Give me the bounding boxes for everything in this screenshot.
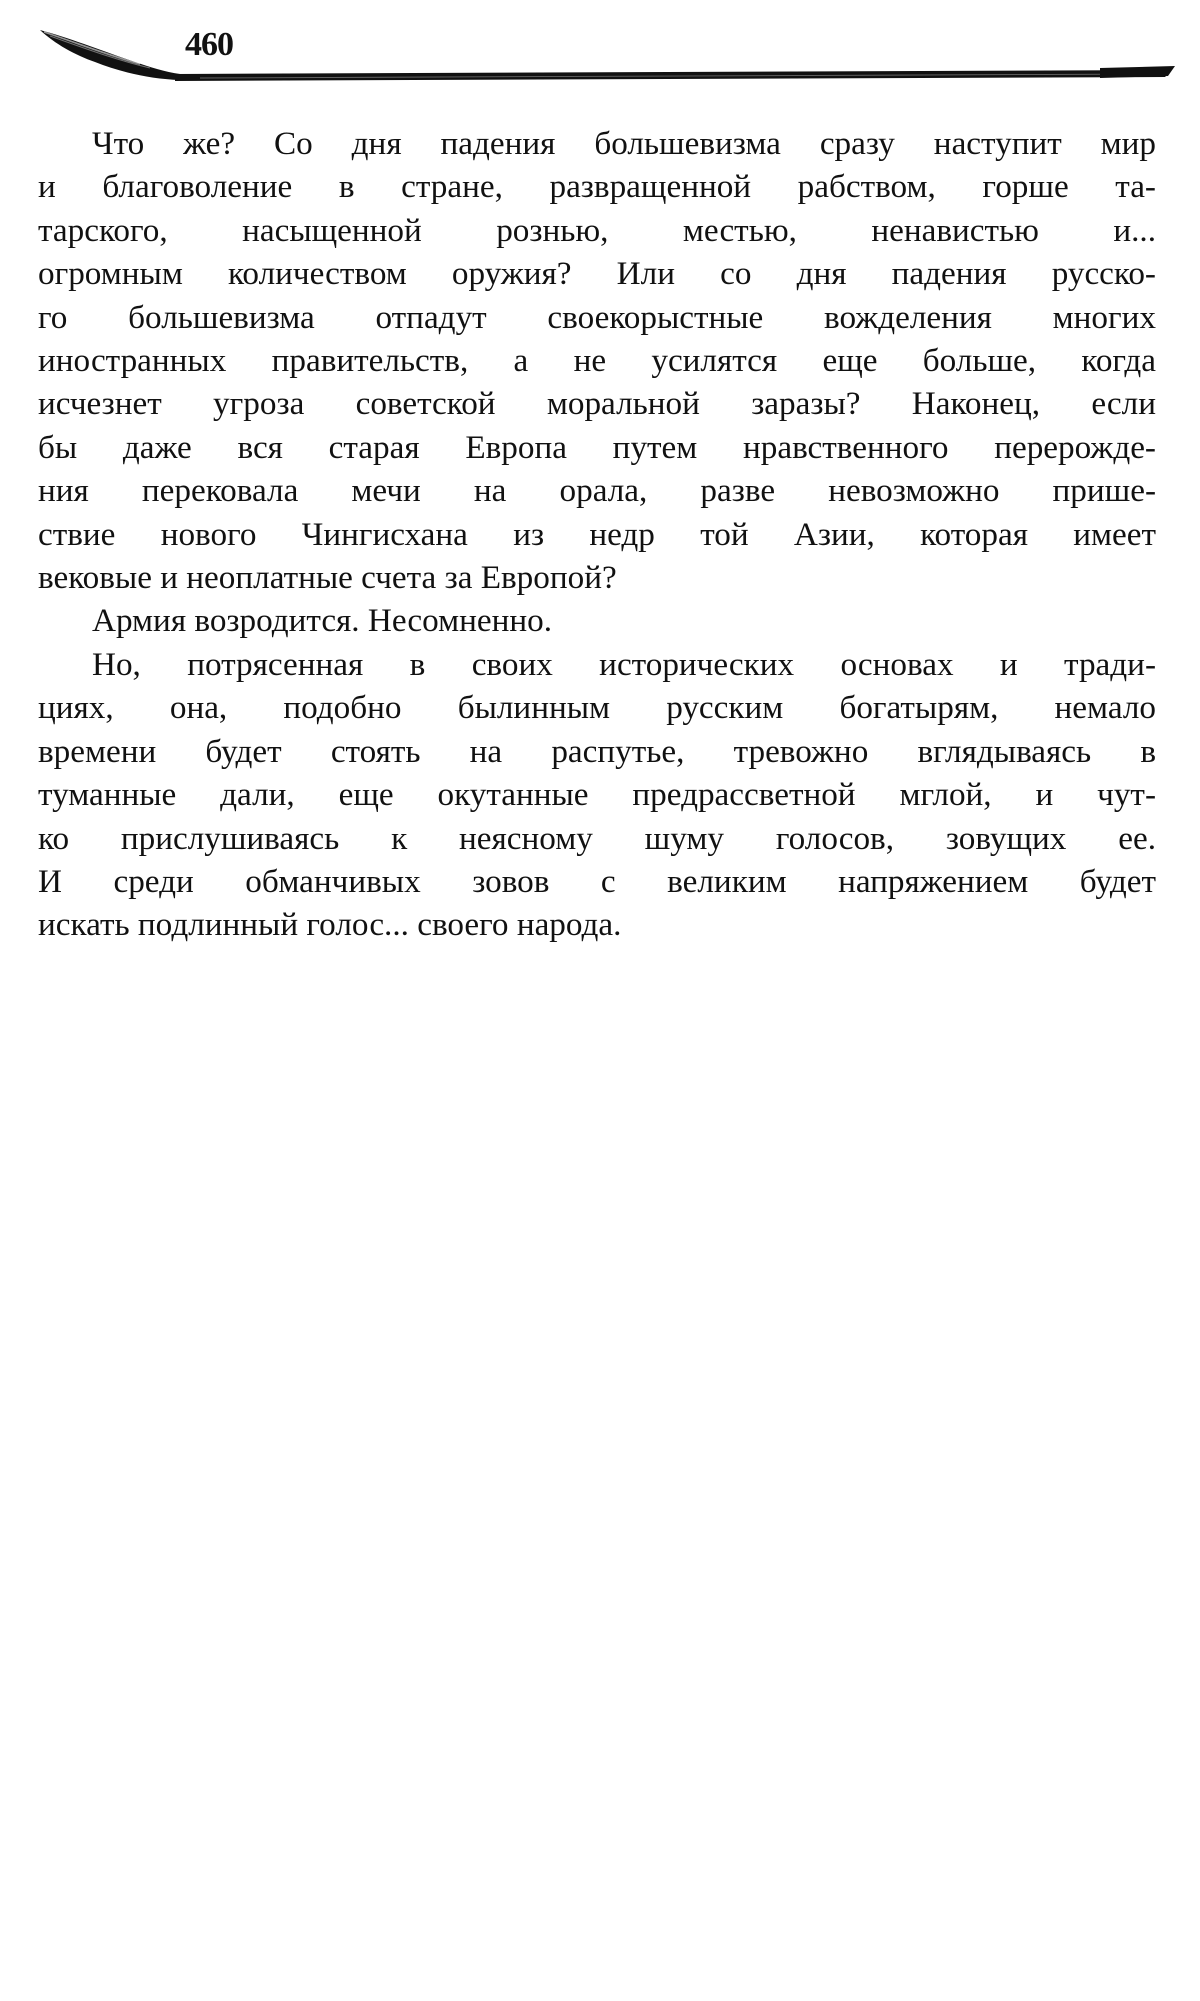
text-line: ствие нового Чингисхана из недр той Азии, которая имеет — [38, 515, 1156, 553]
page-number: 460 — [185, 26, 233, 63]
text-line: ко прислушиваясь к неясному шуму голосов, зовущих ее. — [38, 819, 1156, 857]
text-line: иностранных правительств, а не усилятся еще больше, когда — [38, 342, 1156, 380]
text-line: огромным количеством оружия? Или со дня падения русско- — [38, 255, 1156, 293]
text-line: туманные дали, еще окутанные предрассветной мглой, и чут- — [38, 776, 1156, 814]
text-line: вековые и неоплатные счета за Европой? — [38, 559, 617, 597]
header-rule-ornament — [0, 0, 1200, 110]
text-line: и благоволение в стране, развращенной рабством, горше та- — [38, 168, 1156, 206]
text-line: Армия возродится. Несомненно. — [92, 602, 553, 640]
text-line: бы даже вся старая Европа путем нравственного перерожде- — [38, 428, 1156, 466]
body-text — [38, 122, 1156, 947]
page-header — [0, 0, 1200, 110]
text-line: Что же? Со дня падения большевизма сразу наступит мир — [92, 125, 1156, 162]
text-line: Но, потрясенная в своих исторических основах и тради- — [92, 645, 1156, 683]
text-line: времени будет стоять на распутье, тревожно вглядываясь в — [38, 732, 1156, 770]
text-line: исчезнет угроза советской моральной заразы? Наконец, если — [38, 385, 1156, 423]
paragraph-1 — [38, 122, 1156, 599]
text-line: И среди обманчивых зовов с великим напряжением будет — [38, 862, 1156, 900]
text-line: тарского, насыщенной рознью, местью, ненавистью и... — [38, 211, 1156, 249]
text-line: ния перековала мечи на орала, разве невозможно прише- — [38, 472, 1156, 510]
text-line: искать подлинный голос... своего народа. — [38, 906, 622, 944]
paragraph-3 — [38, 643, 1156, 947]
text-line: го большевизма отпадут своекорыстные вожделения многих — [38, 298, 1156, 336]
text-line: циях, она, подобно былинным русским богатырям, немало — [38, 689, 1156, 727]
paragraph-2 — [38, 599, 1156, 642]
